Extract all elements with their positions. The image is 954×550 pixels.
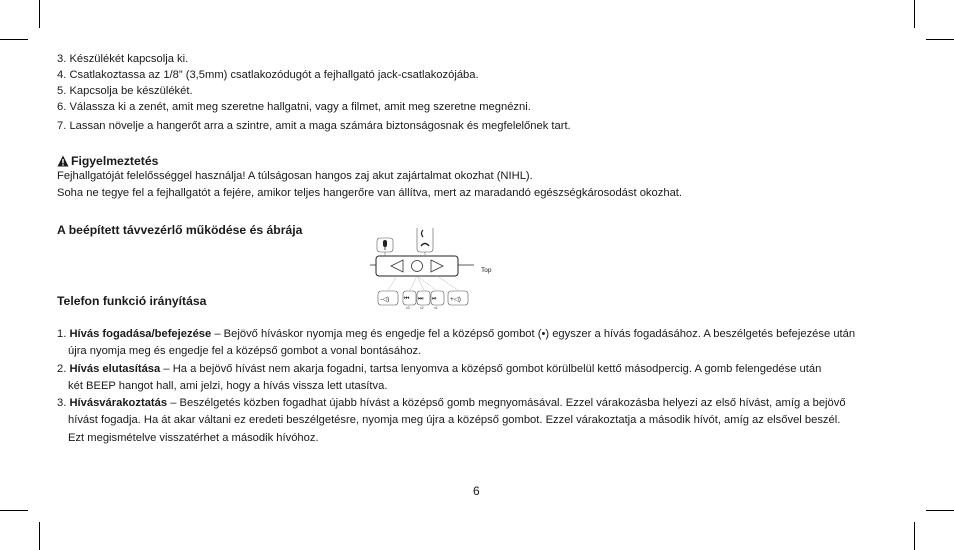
crop-mark <box>926 39 954 40</box>
svg-text:⏭: ⏭ <box>418 296 424 302</box>
crop-mark <box>914 0 915 28</box>
step-7: 7. Lassan növelje a hangerőt arra a szintre, amit a maga számára biztonságosnak és megfelelőnek tart. <box>57 120 571 132</box>
crop-mark <box>39 522 40 550</box>
item-term: Hívásvárakoztatás <box>69 397 168 409</box>
svg-text:+◁): +◁) <box>450 296 461 303</box>
step-4: 4. Csatlakoztassa az 1/8” (3,5mm) csatlakozódugót a fejhallgató jack-csatlakozójába. <box>57 69 479 81</box>
crop-mark <box>0 39 28 40</box>
crop-mark <box>914 522 915 550</box>
phone-item-3: 3. Hívásvárakoztatás – Beszélgetés közben fogadhat újabb hívást a középső gomb megnyomásával. Ezzel várakozásba helyezi az első hívást, amíg a bejövő hívást fogadja. Ha át akar váltani ez eredeti beszélgetésre, nyomja meg újra a középső gombot. Ezzel várakoztatja a második hívót, amíg az elsővel beszél. Ezt megismételve visszatérhet a második hívóhoz. <box>57 397 846 444</box>
phone-icon <box>417 228 433 252</box>
warning-line-1: Fejhallgatóját felelősséggel használja! A túlságosan hangos zaj akut zajártalmat okozhat (NIHL). <box>57 170 533 182</box>
page-number: 6 <box>473 484 480 498</box>
crop-mark <box>926 510 954 511</box>
item-term: Hívás elutasítása <box>69 363 161 375</box>
center-button <box>412 261 423 272</box>
crop-mark <box>39 0 40 28</box>
step-3: 3. Készülékét kapcsolja ki. <box>57 53 189 65</box>
press-count-label: x3 <box>406 306 410 310</box>
press-count-label: x1 <box>434 306 438 310</box>
item-term: Hívás fogadása/befejezése <box>69 328 212 340</box>
phone-heading: Telefon funkció irányítása <box>57 294 207 308</box>
warning-line-2: Soha ne tegye fel a fejhallgatót a fejére, amikor teljes hangerőre van állítva, mert az maradandó egészségkárosodást okozhat. <box>57 187 683 199</box>
svg-text:⏮: ⏮ <box>404 296 410 302</box>
warning-heading <box>57 154 158 170</box>
top-label: Top <box>481 267 492 274</box>
svg-text:⏯: ⏯ <box>432 296 437 302</box>
remote-heading: A beépített távvezérlő működése és ábrája <box>57 223 303 237</box>
warning-title: Figyelmeztetés <box>71 154 159 168</box>
phone-item-2: 2. Hívás elutasítása – Ha a bejövő hívást nem akarja fogadni, tartsa lenyomva a középső gombot körülbelül kettő másodpercig. A gomb felengedése után két BEEP hangot hall, ami jelzi, hogy a hívás vissza lett utasítva. <box>57 363 822 393</box>
phone-item-1: 1. Hívás fogadása/befejezése – Bejövő híváskor nyomja meg és engedje fel a középső gombot (•) egyszer a hívás fogadásához. A beszélgetés befejezése után újra nyomja meg és engedje fel a középső gombot a vonal bontásához. <box>57 328 856 358</box>
svg-text:-◁): -◁) <box>380 296 390 303</box>
press-count-label: x2 <box>420 306 424 310</box>
warning-icon <box>57 155 69 170</box>
step-6: 6. Válassza ki a zenét, amit meg szeretne hallgatni, vagy a filmet, amit meg szeretne megnézni. <box>57 101 531 113</box>
remote-diagram <box>370 228 500 312</box>
step-5: 5. Kapcsolja be készülékét. <box>57 85 193 97</box>
crop-mark <box>0 510 28 511</box>
